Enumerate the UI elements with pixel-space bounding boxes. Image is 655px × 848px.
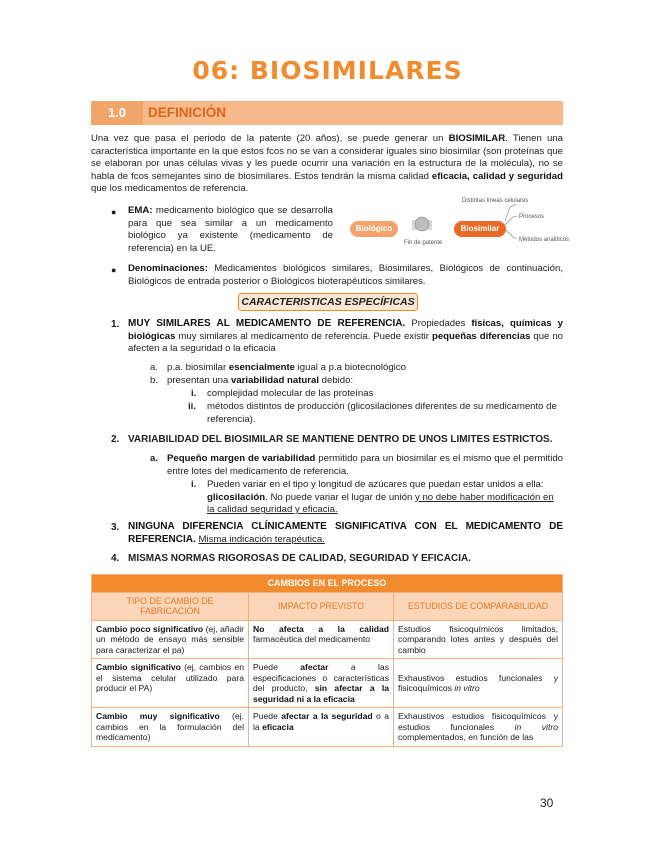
table-cell: Cambio significativo (ej, cambios en el sistema celular utilizado para producir el PA) xyxy=(92,659,249,708)
table-cell: No afecta a la calidad farmacéutica del medicamento xyxy=(249,620,394,659)
sub-label: ii. xyxy=(188,401,196,412)
sub2-i-text: Pueden variar en el tipo y longitud de azúcares que puedan estar unidos a ella: glicosilación. No puede variar el lugar de unión y no debe haber modificación en la calidad seguridad y eficacia. xyxy=(207,479,554,516)
table-cell: Puede afectar a las especificaciones o características del producto, sin afectar a la seguridad ni a la eficacia xyxy=(249,659,394,708)
table-cell: Exhaustivos estudios funcionales y fisicoquímicos in vitro xyxy=(394,659,563,708)
table-header: ESTUDIOS DE COMPARABILIDAD xyxy=(394,592,563,620)
sub-label: i. xyxy=(191,479,197,490)
sub-label: b. xyxy=(150,375,159,386)
ema-bullet-text: EMA: medicamento biológico que se desarrolla para que sea similar a un medicamento biológico ya existente (medicamento de referencia) en la UE. xyxy=(128,205,333,254)
item-1-text: MUY SIMILARES AL MEDICAMENTO DE REFERENCIA. Propiedades físicas, químicas y biológicas muy similares al medicamento de referencia. Puede existir pequeñas diferencias que no afecten a la seguridad o la eficacia xyxy=(128,318,564,355)
item-3-text: NINGUNA DIFERENCIA CLÍNICAMENTE SIGNIFICATIVA CON EL MEDICAMENTO DE REFERENCIA. Misma indicación terapéutica. xyxy=(128,521,563,545)
item-4-text: MISMAS NORMAS RIGOROSAS DE CALIDAD, SEGURIDAD Y EFICACIA. xyxy=(128,553,471,564)
sub1-ii-text: métodos distintos de producción (glicosilaciones diferentes de su medicamento de referencia). xyxy=(207,401,557,425)
sub1-a-text: p.a. biosimilar esencialmente igual a p.a biotecnológico xyxy=(167,362,406,373)
diagram-biologico-chip: Biológico xyxy=(350,221,398,237)
diagram-bottom-label: Fin de patente xyxy=(404,240,443,246)
table-cell: Cambio poco significativo (ej, añadir un método de ensayo más sensible para caracterizar el pa) xyxy=(92,620,249,659)
page-number: 30 xyxy=(540,796,554,810)
table-header: IMPACTO PREVISTO xyxy=(249,592,394,620)
item-number: 3. xyxy=(111,522,120,533)
bullet-icon: ● xyxy=(111,265,117,275)
item-2-text: VARIABILIDAD DEL BIOSIMILAR SE MANTIENE DENTRO DE UNOS LIMITES ESTRICTOS. xyxy=(128,434,553,445)
cambios-table xyxy=(91,574,563,747)
sub1-b-text: presentan una variabilidad natural debido: xyxy=(167,375,354,386)
item-number: 4. xyxy=(111,553,120,564)
page-title: 06: BIOSIMILARES xyxy=(192,56,463,85)
diagram-biosimilar-chip: Biosimilar xyxy=(454,221,506,237)
sub-label: a. xyxy=(150,453,159,464)
diagram-label-metodos: Métodos analíticos xyxy=(519,237,570,243)
table-row xyxy=(92,708,563,747)
table-row xyxy=(92,620,563,659)
diagram-label-procesos: Procesos xyxy=(519,214,545,220)
table-cell: Cambio muy significativo (ej. cambios en la formulación del medicamento) xyxy=(92,708,249,747)
item-number: 1. xyxy=(111,319,120,330)
intro-paragraph: Una vez que pasa el periodo de la patente (20 años), se puede generar un BIOSIMILAR. Tienen una característica importante en la que estos fcos no se van a considerar iguales sino biosimilar (son proteínas que se elaboran por unas células vivas y les puede ocurrir una variación en la estructura de la molécula), no se habla de fcos semejantes sino de biosimilares. Estos tendrán la misma calidad eficacia, calidad y seguridad que los medicamentos de referencia. xyxy=(91,133,563,195)
denominaciones-text: Denominaciones: Medicamentos biológicos similares, Biosimilares, Biológicos de continuación, Biológicos de entrada posterior o Biológicos bioterapéuticos similares. xyxy=(128,263,563,287)
table-cell: Exhaustivos estudios fisicoquímicos y estudios funcionales in vitro complementados, en función de las xyxy=(394,708,563,747)
table-row xyxy=(92,659,563,708)
section-title: DEFINICIÓN xyxy=(148,105,227,120)
table-cell: Puede afectar a la seguridad o a la eficacia xyxy=(249,708,394,747)
sub-label: a. xyxy=(150,362,159,373)
sub-label: i. xyxy=(191,388,197,399)
bullet-icon: ● xyxy=(111,207,117,217)
sub2-a-text: Pequeño margen de variabilidad permitido para un biosimilar es el mismo que el permitido entre lotes del medicamento de referencia. xyxy=(167,453,564,477)
table-caption: CAMBIOS EN EL PROCESO xyxy=(92,575,563,593)
diagram-top-label: Distintas líneas celulares xyxy=(462,198,529,204)
table-header: TIPO DE CAMBIO DE FABRICACIÓN xyxy=(92,592,249,620)
section-number: 1.0 xyxy=(91,101,143,125)
lock-icon xyxy=(415,217,429,231)
item-number: 2. xyxy=(111,434,120,445)
sub1-i-text: complejidad molecular de las proteínas xyxy=(207,388,374,399)
caracteristicas-banner: CARACTERISTICAS ESPECÍFICAS xyxy=(238,293,418,311)
table-cell: Estudios fisicoquímicos limitados, comparando lotes antes y después del cambio xyxy=(394,620,563,659)
